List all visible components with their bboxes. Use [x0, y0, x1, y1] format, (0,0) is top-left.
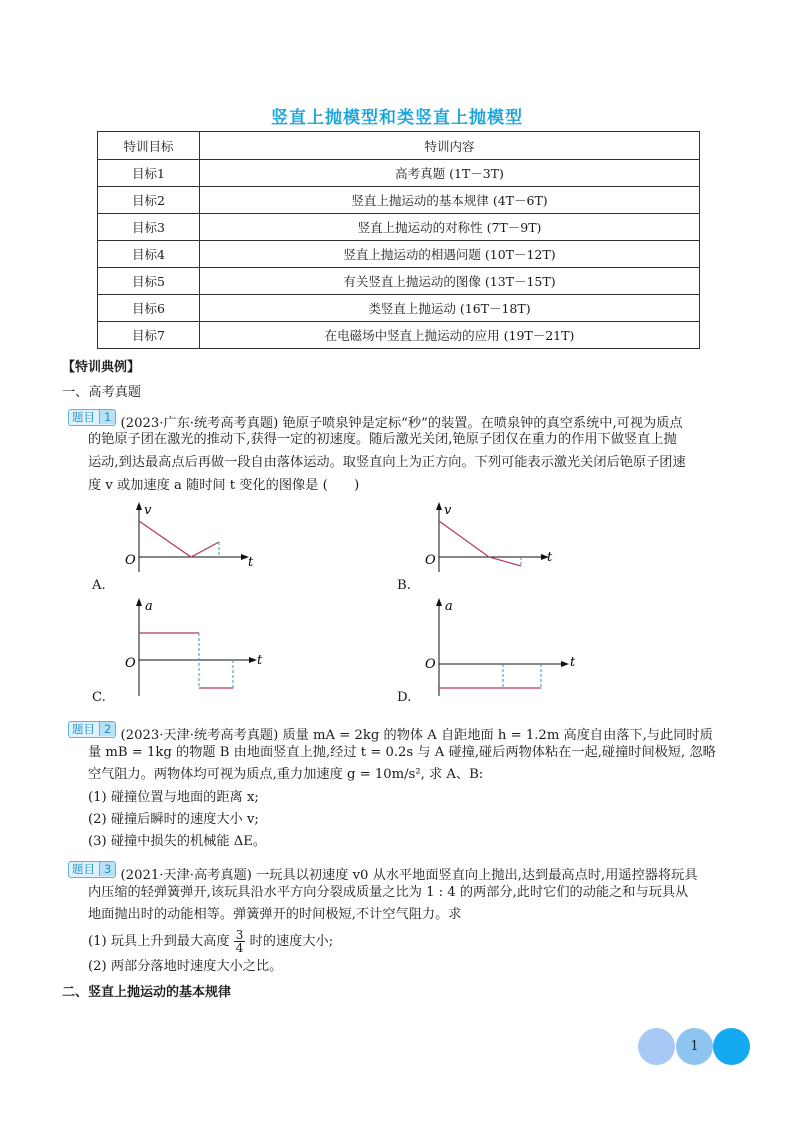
question-3-sub-1 — [88, 929, 333, 954]
table-cell: 目标7 — [98, 322, 200, 349]
question-3-line-1 — [68, 861, 698, 885]
graph-a — [125, 500, 275, 578]
page-number: 1 — [676, 1028, 713, 1065]
table-cell: 竖直上抛运动的对称性 (7T－9T) — [200, 214, 700, 241]
table-cell: 高考真题 (1T－3T) — [200, 160, 700, 187]
table-row — [98, 322, 700, 349]
question-3-sub-2: (2) 两部分落地时速度大小之比。 — [88, 959, 283, 974]
origin-label: O — [425, 657, 436, 672]
graph-b — [425, 500, 575, 578]
question-1-line-2: 的铯原子团在激光的推动下,获得一定的初速度。随后激光关闭,铯原子团仅在重力的作用下做竖直上抛 — [88, 432, 677, 447]
table-row — [98, 241, 700, 268]
goals-table — [97, 131, 700, 349]
section-heading: 【特训典例】 — [62, 360, 141, 375]
question-tag: 题目 2 — [68, 721, 116, 738]
table-cell: 竖直上抛运动的基本规律 (4T－6T) — [200, 187, 700, 214]
axis-label-t: t — [547, 550, 553, 565]
part-heading: 二、竖直上抛运动的基本规律 — [62, 985, 232, 1000]
question-tag: 题目 1 — [68, 409, 116, 426]
origin-label: O — [125, 553, 136, 568]
table-cell: 目标3 — [98, 214, 200, 241]
part-heading: 一、高考真题 — [62, 385, 142, 400]
question-1-line-3: 运动,到达最高点后再做一段自由落体运动。取竖直向上为正方向。下列可能表示激光关闭后铯原子团速 — [88, 455, 686, 470]
table-row — [98, 268, 700, 295]
table-cell: 目标6 — [98, 295, 200, 322]
question-source: (2023·天津·统考高考真题) — [120, 728, 279, 743]
question-2-sub-3: (3) 碰撞中损失的机械能 ΔE。 — [88, 834, 267, 849]
origin-label: O — [125, 656, 136, 671]
question-text: 质量 mA = 2kg 的物体 A 自距地面 h = 1.2m 高度自由落下,与此同时质 — [282, 728, 713, 743]
option-d-label: D. — [397, 690, 412, 705]
question-1-line-4: 度 v 或加速度 a 随时间 t 变化的图像是 ( ) — [88, 478, 360, 493]
question-2-line-1 — [68, 721, 713, 745]
option-b-label: B. — [397, 578, 411, 593]
table-row — [98, 187, 700, 214]
question-text: (2021·天津·高考真题) 一玩具以初速度 v0 从水平地面竖直向上抛出,达到最高点时,用遥控器将玩具 — [120, 868, 698, 883]
question-1-line-1 — [68, 409, 683, 433]
table-cell: 目标5 — [98, 268, 200, 295]
option-c-label: C. — [92, 690, 106, 705]
axis-label-t: t — [257, 653, 263, 668]
table-row — [98, 214, 700, 241]
question-2-sub-2: (2) 碰撞后瞬时的速度大小 v; — [88, 812, 259, 827]
question-3-line-3: 地面抛出时的动能相等。弹簧弹开的时间极短,不计空气阻力。求 — [88, 907, 462, 922]
table-header-row — [98, 132, 700, 160]
table-row — [98, 295, 700, 322]
page-badge-circle — [638, 1028, 675, 1065]
origin-label: O — [425, 553, 436, 568]
question-tag: 题目 3 — [68, 861, 116, 878]
graph-c — [125, 596, 275, 696]
question-2-sub-1: (1) 碰撞位置与地面的距离 x; — [88, 790, 259, 805]
table-header-cell: 特训内容 — [200, 132, 700, 160]
axis-label-v: v — [444, 503, 452, 518]
option-a-label: A. — [92, 578, 106, 593]
axis-label-t: t — [570, 655, 576, 670]
page-badge-circle — [713, 1028, 750, 1065]
sub-text: 时的速度大小; — [249, 934, 334, 949]
axis-label-a: a — [145, 599, 153, 614]
table-cell: 目标1 — [98, 160, 200, 187]
question-2-line-2: 量 mB = 1kg 的物题 B 由地面竖直上抛,经过 t = 0.2s 与 A 碰撞,碰后两物体粘在一起,碰撞时间极短, 忽略 — [88, 745, 716, 760]
question-3-line-2: 内压缩的轻弹簧弹开,该玩具沿水平方向分裂成质量之比为 1 : 4 的两部分,此时它们的动能之和与玩具从 — [88, 885, 689, 900]
axis-label-a: a — [445, 599, 453, 614]
axis-label-v: v — [144, 503, 152, 518]
graph-d — [425, 596, 585, 696]
sub-text: (1) 玩具上升到最大高度 — [88, 934, 230, 949]
fraction: $\frac{3}{4}$ — [235, 928, 244, 955]
table-cell: 目标4 — [98, 241, 200, 268]
axis-label-t: t — [248, 555, 254, 570]
table-header-cell: 特训目标 — [98, 132, 200, 160]
table-cell: 类竖直上抛运动 (16T－18T) — [200, 295, 700, 322]
question-text: (2023·广东·统考高考真题) 铯原子喷泉钟是定标“秒”的装置。在喷泉钟的真空系统中,可视为质点 — [120, 416, 683, 431]
question-2-line-3: 空气阻力。两物体均可视为质点,重力加速度 g = 10m/s², 求 A、B: — [88, 767, 484, 782]
table-cell: 有关竖直上抛运动的图像 (13T－15T) — [200, 268, 700, 295]
table-cell: 目标2 — [98, 187, 200, 214]
table-cell: 竖直上抛运动的相遇问题 (10T－12T) — [200, 241, 700, 268]
page-number-badge — [638, 1028, 750, 1065]
table-row — [98, 160, 700, 187]
table-cell: 在电磁场中竖直上抛运动的应用 (19T－21T) — [200, 322, 700, 349]
document-title: 竖直上抛模型和类竖直上抛模型 — [271, 108, 523, 128]
